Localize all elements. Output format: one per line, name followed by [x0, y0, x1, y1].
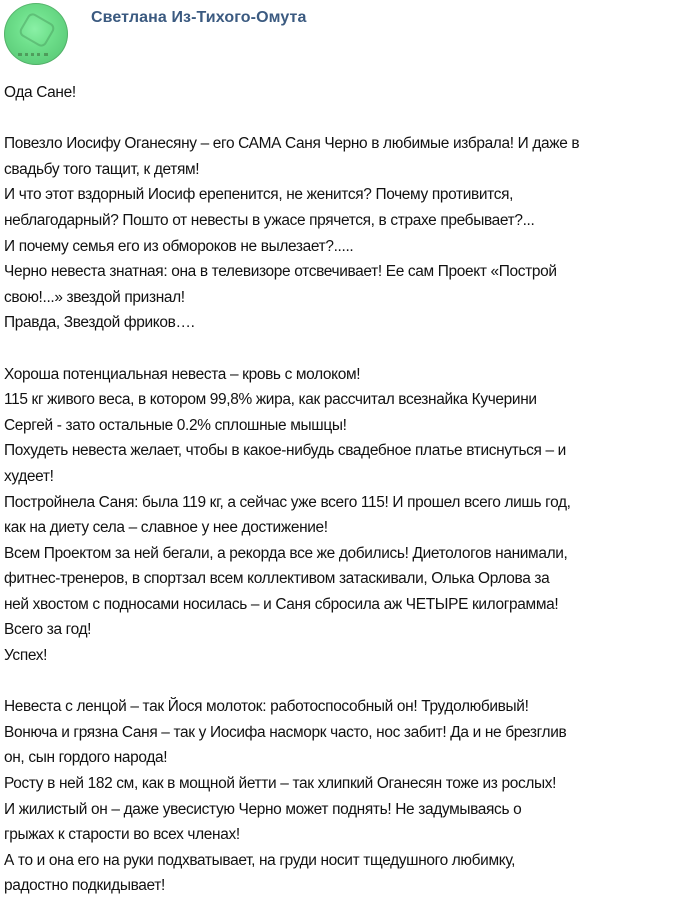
- post-text-line: Росту в ней 182 см, как в мощной йетти – так хлипкий Оганесян тоже из рослых!: [4, 775, 557, 793]
- avatar[interactable]: [4, 3, 68, 65]
- post-text-line: Успех!: [4, 647, 48, 665]
- post-text-line: Невеста с ленцой – так Йося молоток: работоспособный он! Трудолюбивый!: [4, 698, 529, 716]
- post-text-line: неблагодарный? Пошто от невесты в ужасе прячется, в страхе пребывает?...: [4, 211, 535, 229]
- post-header: [0, 0, 699, 66]
- post-text-line: Всего за год!: [4, 621, 92, 639]
- post-text-line: А то и она его на руки подхватывает, на груди носит тщедушного любимку,: [4, 851, 516, 869]
- post-text-line: И что этот вздорный Иосиф ерепенится, не женится? Почему противится,: [4, 186, 514, 204]
- post-body: [4, 80, 694, 899]
- post-text-line: Повезло Иосифу Оганесяну – его САМА Саня Черно в любимые избрала! И даже в: [4, 135, 580, 153]
- post-text-line: худеет!: [4, 467, 54, 485]
- paragraph-gap: [4, 106, 694, 132]
- post-text-line: как на диету села – славное у нее достижение!: [4, 519, 328, 537]
- post-text-line: он, сын гордого народа!: [4, 749, 168, 767]
- post-text-line: 115 кг живого веса, в котором 99,8% жира, как рассчитал всезнайка Кучерини: [4, 391, 537, 409]
- post-text-line: И жилистый он – даже увесистую Черно может поднять! Не задумываясь о: [4, 800, 522, 818]
- post-text-line: Хороша потенциальная невеста – кровь с молоком!: [4, 365, 361, 383]
- post-text-line: свадьбу того тащит, к детям!: [4, 160, 200, 178]
- author-name[interactable]: Светлана Из-Тихого-Омута: [91, 9, 307, 26]
- post-text-line: свою!...» звездой признал!: [4, 288, 185, 306]
- post-text-line: И почему семья его из обмороков не вылезает?.....: [4, 237, 354, 255]
- post-text-line: Похудеть невеста желает, чтобы в какое-нибудь свадебное платье втиснуться – и: [4, 442, 566, 460]
- post-text-line: Сергей - зато остальные 0.2% сплошные мышцы!: [4, 416, 347, 434]
- post-text-line: грыжах к старости во всех членах!: [4, 826, 240, 844]
- post-text-line: Вонюча и грязна Саня – так у Иосифа насморк часто, нос забит! Да и не брезглив: [4, 723, 567, 741]
- post-text-line: Постройнела Саня: была 119 кг, а сейчас уже всего 115! И прошел всего лишь год,: [4, 493, 571, 511]
- paragraph-gap: [4, 669, 694, 695]
- post-text-line: Правда, Звездой фриков….: [4, 314, 195, 332]
- paragraph-gap: [4, 336, 694, 362]
- post-text-line: Ода Сане!: [4, 84, 76, 101]
- post-text-line: Черно невеста знатная: она в телевизоре отсвечивает! Ее сам Проект «Построй: [4, 263, 557, 281]
- post-text-line: фитнес-тренеров, в спортзал всем коллективом затаскивали, Олька Орлова за: [4, 570, 550, 588]
- avatar-pattern: [18, 39, 48, 56]
- post-text-line: Всем Проектом за ней бегали, а рекорда все же добились! Диетологов нанимали,: [4, 544, 568, 562]
- post-text-line: радостно подкидывает!: [4, 877, 165, 895]
- post-text-line: ней хвостом с подносами носилась – и Саня сбросила аж ЧЕТЫРЕ килограмма!: [4, 595, 559, 613]
